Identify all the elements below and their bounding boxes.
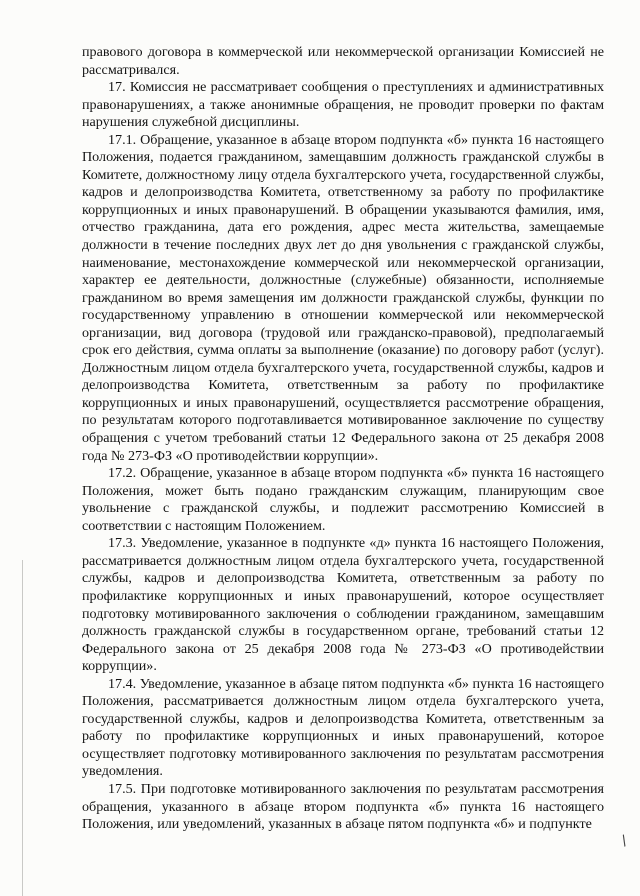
paragraph-17-5: 17.5. При подготовке мотивированного заключения по результатам рассмотрения обращения, указанного в абзаце втором подпункта «б» пункта 16 настоящего Положения, или уведомлений, указанных в абзаце пятом подпункта «б» и подпункте <box>82 780 604 833</box>
scan-stroke-mark: / <box>618 832 630 850</box>
scan-edge-line <box>22 560 23 896</box>
paragraph-17-4: 17.4. Уведомление, указанное в абзаце пятом подпункта «б» пункта 16 настоящего Положения, рассматривается должностным лицом отдела бухгалтерского учета, государственной службы, кадров и делопроизводства Комитета, ответственным за работу по профилактике коррупционных и иных правонарушений, которое осуществляет подготовку мотивированного заключения по результатам рассмотрения уведомления. <box>82 675 604 780</box>
paragraph-17-3: 17.3. Уведомление, указанное в подпункте «д» пункта 16 настоящего Положения, рассматривается должностным лицом отдела бухгалтерского учета, государственной службы, кадров и делопроизводства Комитета, ответственным за работу по профилактике коррупционных и иных правонарушений, которое осуществляет подготовку мотивированного заключения о соблюдении гражданином, замещавшим должность гражданской службы в государственном органе, требований статьи 12 Федерального закона от 25 декабря 2008 года № 273-ФЗ «О противодействии коррупции». <box>82 535 604 675</box>
paragraph-17: 17. Комиссия не рассматривает сообщения о преступлениях и административных правонарушениях, а также анонимные обращения, не проводит проверки по фактам нарушения служебной дисциплины. <box>82 79 604 131</box>
document-body <box>82 44 604 834</box>
paragraph-17-2: 17.2. Обращение, указанное в абзаце втором подпункта «б» пункта 16 настоящего Положения, может быть подано гражданским служащим, планирующим свое увольнение с гражданской службы, и подлежит рассмотрению Комиссией в соответствии с настоящим Положением. <box>82 465 604 534</box>
paragraph-continuation: правового договора в коммерческой или некоммерческой организации Комиссией не рассматривался. <box>82 44 604 78</box>
paragraph-17-1: 17.1. Обращение, указанное в абзаце втором подпункта «б» пункта 16 настоящего Положения, подается гражданином, замещавшим должность гражданской службы в Комитете, должностному лицу отдела бухгалтерского учета, государственной службы, кадров и делопроизводства Комитета, ответственному за работу по профилактике коррупционных и иных правонарушений. В обращении указываются фамилия, имя, отчество гражданина, дата его рождения, адрес места жительства, замещаемые должности в течение последних двух лет до дня увольнения с гражданской службы, наименование, местонахождение коммерческой или некоммерческой организации, характер ее деятельности, должностные (служебные) обязанности, исполняемые гражданином во время замещения им должности гражданской службы, функции по государственному управлению в отношении коммерческой или некоммерческой организации, вид договора (трудовой или гражданско-правовой), предполагаемый срок его действия, сумма оплаты за выполнение (оказание) по договору работ (услуг). Должностным лицом отдела бухгалтерского учета, государственной службы, кадров и делопроизводства Комитета, ответственным за работу по профилактике коррупционных и иных правонарушений, осуществляется рассмотрение обращения, по результатам которого подготавливается мотивированное заключение по существу обращения с учетом требований статьи 12 Федерального закона от 25 декабря 2008 года № 273-ФЗ «О противодействии коррупции». <box>82 131 604 464</box>
